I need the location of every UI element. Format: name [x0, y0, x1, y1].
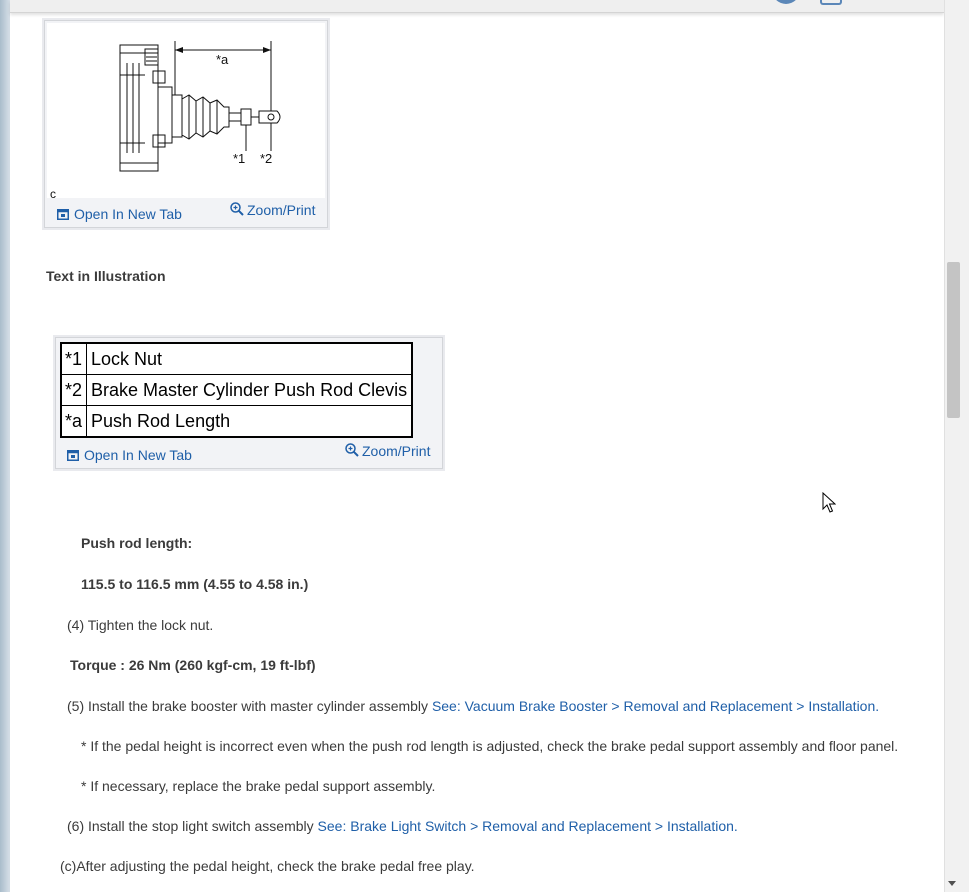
- legend-text: Push Rod Length: [87, 406, 413, 438]
- open-in-new-tab-link[interactable]: [57, 206, 182, 222]
- step-6-text: (6) Install the stop light switch assembly: [67, 818, 318, 834]
- zoom-icon: [230, 202, 244, 216]
- mouse-cursor-icon: [822, 492, 836, 514]
- step-6-period: .: [733, 818, 738, 834]
- user-avatar-icon[interactable]: [772, 0, 800, 4]
- step-5-period: .: [875, 698, 880, 714]
- zoom-print-link[interactable]: [230, 202, 315, 218]
- step-5: [67, 698, 879, 714]
- legend-code: *a: [61, 406, 87, 438]
- vertical-scrollbar[interactable]: [944, 0, 969, 892]
- push-rod-diagram: [47, 23, 325, 198]
- illustration-footer: [45, 200, 327, 226]
- zoom-icon: [345, 443, 359, 457]
- torque-spec: Torque : 26 Nm (260 kgf-cm, 19 ft-lbf): [70, 657, 316, 673]
- zoom-print-label: Zoom/Print: [362, 443, 431, 459]
- booster-body: [120, 41, 280, 171]
- label-1: *1: [233, 151, 246, 166]
- note-pedal-height: * If the pedal height is incorrect even when the push rod length is adjusted, check the brake pedal support assembly and floor panel.: [81, 738, 899, 754]
- legend-code: *1: [61, 343, 87, 375]
- legend-row: [61, 375, 412, 406]
- step-6: [67, 818, 738, 834]
- new-tab-icon: [57, 209, 69, 220]
- label-2: *2: [260, 151, 273, 166]
- illustration-image: [47, 23, 325, 201]
- brake-light-switch-link[interactable]: See: Brake Light Switch > Removal and Replacement > Installation: [317, 818, 734, 834]
- label-a: *a: [216, 52, 229, 67]
- vacuum-brake-booster-link[interactable]: See: Vacuum Brake Booster > Removal and Replacement > Installation: [431, 698, 876, 714]
- spec-label: Push rod length:: [81, 535, 193, 551]
- dimension-arrow-left: [175, 47, 183, 53]
- top-toolbar: [10, 0, 944, 13]
- legend-text: Brake Master Cylinder Push Rod Clevis: [87, 375, 413, 406]
- legend-footer: [56, 441, 442, 467]
- section-heading: Text in Illustration: [46, 268, 166, 284]
- new-tab-icon: [67, 450, 79, 461]
- legend-text: Lock Nut: [87, 343, 413, 375]
- step-c: (c)After adjusting the pedal height, check the brake pedal free play.: [60, 858, 475, 874]
- open-in-new-tab-link[interactable]: [67, 447, 192, 463]
- illustration-figure: [44, 20, 328, 228]
- dimension-arrow-right: [263, 47, 271, 53]
- scroll-down-arrow-icon[interactable]: [948, 881, 956, 886]
- page-content: [10, 13, 944, 892]
- window-left-edge: [0, 0, 10, 892]
- note-replace-support: * If necessary, replace the brake pedal support assembly.: [81, 778, 436, 794]
- open-in-new-tab-label: Open In New Tab: [74, 206, 182, 222]
- spec-value: 115.5 to 116.5 mm (4.55 to 4.58 in.): [81, 576, 309, 592]
- zoom-print-link[interactable]: [345, 443, 430, 459]
- zoom-print-label: Zoom/Print: [247, 202, 316, 218]
- legend-row: [61, 406, 412, 438]
- legend-code: *2: [61, 375, 87, 406]
- step-5-text: (5) Install the brake booster with master cylinder assembly: [67, 698, 432, 714]
- legend-row: [61, 343, 412, 375]
- legend-figure: [55, 337, 443, 469]
- book-icon[interactable]: [820, 0, 842, 5]
- illustration-code: c: [50, 187, 56, 201]
- scrollbar-thumb[interactable]: [947, 262, 960, 418]
- legend-table: [60, 342, 413, 438]
- open-in-new-tab-label: Open In New Tab: [84, 447, 192, 463]
- step-4: (4) Tighten the lock nut.: [67, 617, 214, 633]
